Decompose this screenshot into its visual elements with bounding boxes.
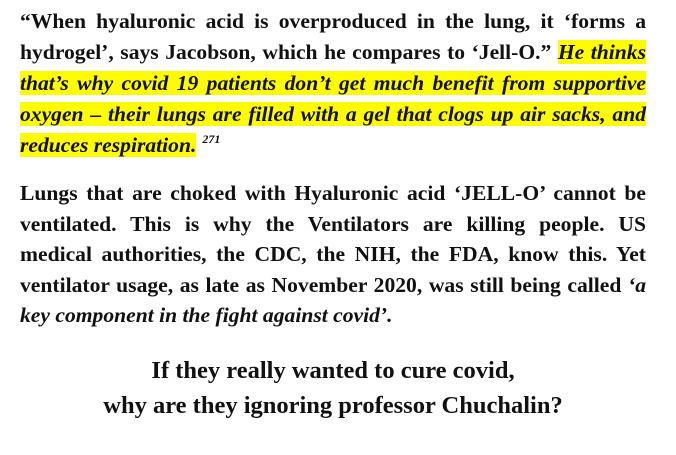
- quote-lead: “When hyaluronic acid is overproduced in the lung, it ‘forms a hydrogel’, says Jacobson, which he compares to ‘Jell-O.”: [20, 9, 646, 64]
- document-page: [20, 6, 646, 423]
- headline-line-2: why are they ignoring professor Chuchalin?: [103, 391, 563, 419]
- quoted-phrase: ‘a key component in the fight against covid’.: [20, 272, 646, 327]
- headline: [20, 353, 646, 423]
- quote-paragraph: [20, 6, 646, 161]
- body-paragraph: [20, 178, 646, 331]
- headline-line-1: If they really wanted to cure covid,: [151, 356, 515, 384]
- highlighted-quote: He thinks that’s why covid 19 patients don’t get much benefit from supportive oxygen – their lungs are filled with a gel that clogs up air sacks, and reduces respiration.: [20, 40, 646, 157]
- footnote-marker: 271: [202, 132, 221, 146]
- body-text: Lungs that are choked with Hyaluronic acid ‘JELL-O’ cannot be ventilated. This is why the Ventilators are killing people. US medical authorities, the CDC, the NIH, the FDA, know this. Yet ventilator usage, as late as November 2020, was still being called: [20, 181, 646, 297]
